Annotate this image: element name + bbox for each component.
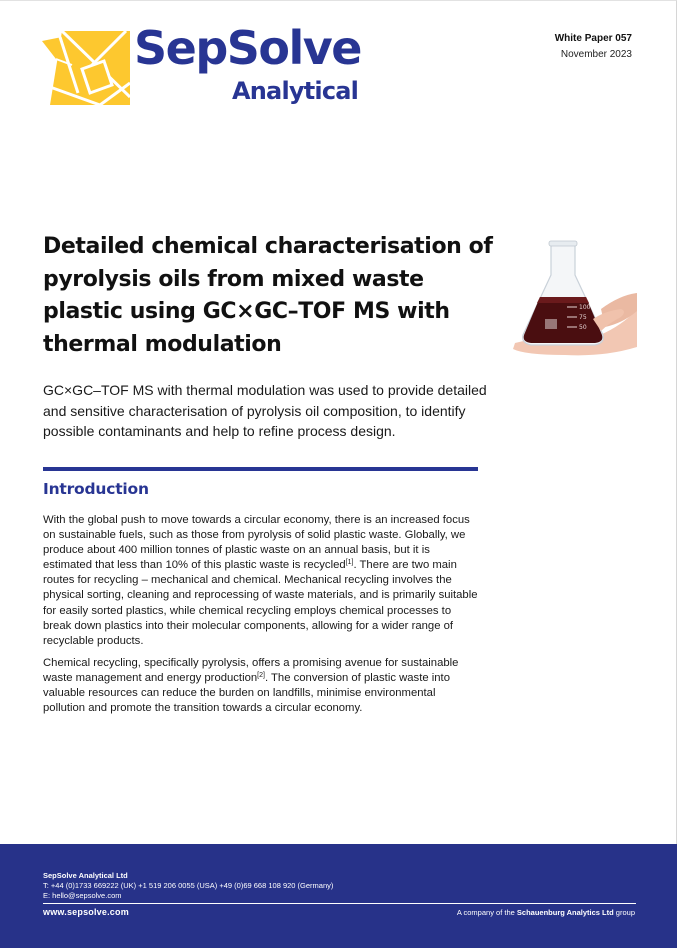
svg-text:50: 50 xyxy=(579,324,587,331)
logo-subtitle: Analytical xyxy=(232,77,359,105)
svg-text:75: 75 xyxy=(579,314,587,321)
footer-company: SepSolve Analytical Ltd xyxy=(43,871,128,880)
logo-wordmark: SepSolve xyxy=(134,21,361,75)
paragraph-text: With the global push to move towards a circular economy, there is an increased focus on sustainable fuels, such as those from pyrolysis of solid plastic waste. Globally, we produce about 400 million tonnes of plastic waste on an annual basis, but it is estimated that less than 10% of this plastic waste is recycled xyxy=(43,514,470,572)
footer-group-statement xyxy=(457,908,635,917)
paragraph-text: . There are two main routes for recycling – mechanical and chemical. Mechanical recycling involves the physical sorting, cleaning and reprocessing of waste materials, and is primarily suitable for easily sorted plastics, while chemical recycling employs chemical processes to break down plastics into their molecular components, allowing for a wider range of recyclable products. xyxy=(43,559,478,647)
reference-link[interactable]: [2] xyxy=(257,671,265,679)
introduction-heading: Introduction xyxy=(43,480,149,498)
paragraph xyxy=(43,513,479,649)
reference-link[interactable]: [1] xyxy=(345,559,354,567)
footer-divider xyxy=(43,903,636,904)
group-suffix: group xyxy=(613,908,635,917)
footer-website-link[interactable]: www.sepsolve.com xyxy=(43,907,129,917)
conical-flask-in-hand-image xyxy=(505,239,640,359)
paragraph-text: Chemical recycling, specifically pyrolysis, offers a promising avenue for sustainable waste management and energy production xyxy=(43,656,459,684)
paragraph xyxy=(43,656,479,716)
paragraph-text: . The conversion of plastic waste into valuable resources can reduce the burden on landfills, minimise environmental pollution and promote the transition towards a circular economy. xyxy=(43,671,450,715)
svg-text:100: 100 xyxy=(579,304,591,311)
page-footer xyxy=(0,844,677,948)
footer-phone: T: +44 (0)1733 669222 (UK) +1 519 206 0055 (USA) +49 (0)69 668 108 920 (Germany) xyxy=(43,881,334,890)
summary-text: GC×GC–TOF MS with thermal modulation was used to provide detailed and sensitive characterisation of pyrolysis oil composition, to identify possible contaminants and help to refine process design. xyxy=(43,382,487,439)
sepsolve-logo xyxy=(42,21,361,111)
paper-number: White Paper 057 xyxy=(554,33,632,44)
footer-email[interactable]: E: hello@sepsolve.com xyxy=(43,891,122,900)
publication-date: November 2023 xyxy=(560,49,632,60)
document-meta xyxy=(555,31,632,63)
group-name: Schauenburg Analytics Ltd xyxy=(516,908,614,917)
introduction-body xyxy=(43,513,479,723)
group-prefix: A company of the xyxy=(456,908,517,917)
tangram-square-logo-icon xyxy=(42,31,130,105)
page-title: Detailed chemical characterisation of pyrolysis oils from mixed waste plastic using GC×GC–TOF MS with thermal modulation xyxy=(43,234,493,357)
section-divider xyxy=(43,467,478,471)
